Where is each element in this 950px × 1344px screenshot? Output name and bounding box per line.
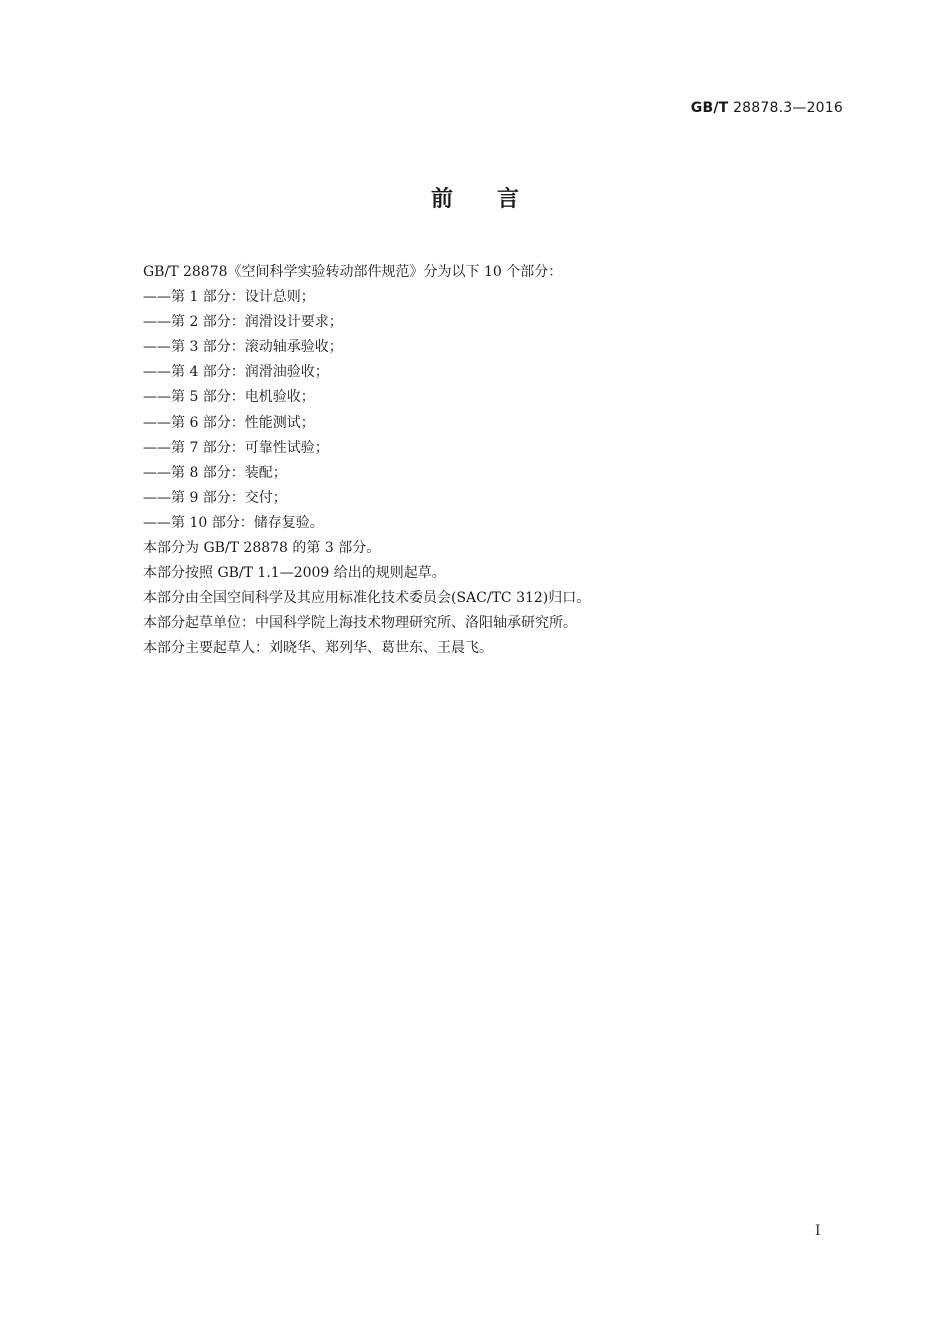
part-list-item: ——第 8 部分：装配； [143, 464, 287, 481]
part-list-item: ——第 3 部分：滚动轴承验收； [143, 339, 343, 356]
standard-code: GB/T [690, 100, 729, 116]
part-list-item: ——第 10 部分：储存复验。 [143, 514, 324, 531]
committee-paragraph: 本部分由全国空间科学及其应用标准化技术委员会(SAC/TC 312)归口。 [143, 590, 591, 607]
drafting-units-paragraph: 本部分起草单位：中国科学院上海技术物理研究所、洛阳轴承研究所。 [143, 615, 577, 632]
part-statement-paragraph: 本部分为 GB/T 28878 的第 3 部分。 [143, 540, 381, 557]
drafting-rules-paragraph: 本部分按照 GB/T 1.1—2009 给出的规则起草。 [143, 565, 446, 582]
part-list-item: ——第 2 部分：润滑设计要求； [143, 314, 343, 331]
part-list-item: ——第 9 部分：交付； [143, 489, 287, 506]
foreword-body [143, 260, 823, 662]
standard-number: 28878.3—2016 [728, 100, 843, 116]
part-list-item: ——第 1 部分：设计总则； [143, 289, 315, 306]
page-title: 前言 [430, 187, 563, 212]
page-number: I [815, 1223, 821, 1239]
part-list-item: ——第 5 部分：电机验收； [143, 389, 315, 406]
drafters-paragraph: 本部分主要起草人：刘晓华、郑列华、葛世东、王晨飞。 [143, 640, 493, 657]
part-list-item: ——第 6 部分：性能测试； [143, 414, 315, 431]
part-list-item: ——第 7 部分：可靠性试验； [143, 439, 329, 456]
intro-paragraph: GB/T 28878《空间科学实验转动部件规范》分为以下 10 个部分： [143, 264, 563, 280]
part-list-item: ——第 4 部分：润滑油验收； [143, 364, 329, 381]
document-header [691, 100, 843, 116]
